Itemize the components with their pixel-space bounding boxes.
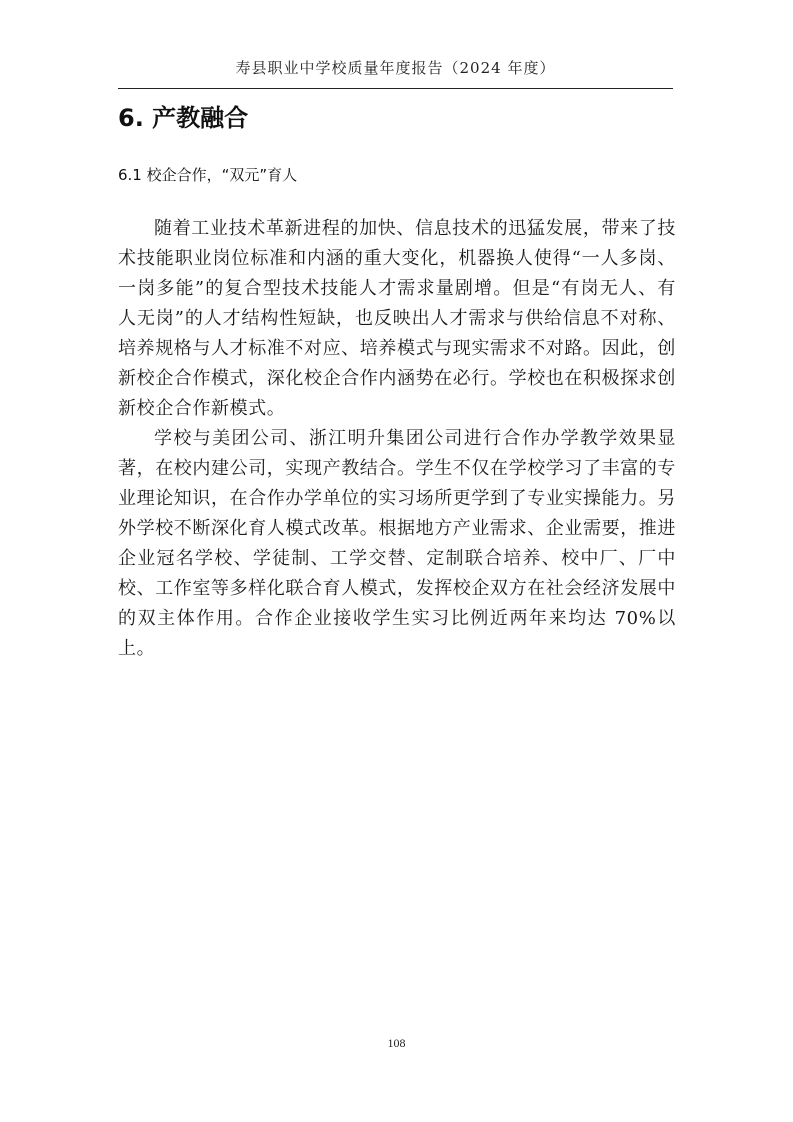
- running-header: 寿县职业中学校质量年度报告（2024 年度）: [235, 59, 556, 77]
- paragraph-1: 随着工业技术革新进程的加快、信息技术的迅猛发展，带来了技术技能职业岗位标准和内涵的重大变化，机器换人使得“一人多岗、一岗多能”的复合型技术技能人才需求量剧增。但是“有岗无人、有人无岗”的人才结构性短缺，也反映出人才需求与供给信息不对称、培养规格与人才标准不对应、培养模式与现实需求不对路。因此，创新校企合作模式，深化校企合作内涵势在必行。学校也在积极探求创新校企合作新模式。: [118, 218, 676, 419]
- section-title: 6.1 校企合作，“双元”育人: [118, 166, 298, 184]
- paragraph-2: 学校与美团公司、浙江明升集团公司进行合作办学教学效果显著，在校内建公司，实现产教结合。学生不仅在学校学习了丰富的专业理论知识，在合作办学单位的实习场所更学到了专业实操能力。另外学校不断深化育人模式改革。根据地方产业需求、企业需要，推进企业冠名学校、学徒制、工学交替、定制联合培养、校中厂、厂中校、工作室等多样化联合育人模式，发挥校企双方在社会经济发展中的双主体作用。合作企业接收学生实习比例近两年来均达 70%以上。: [118, 428, 676, 659]
- chapter-title: 6. 产教融合: [118, 104, 249, 132]
- header-divider: [118, 88, 673, 89]
- body-text: [118, 214, 676, 664]
- page-number: 108: [387, 1036, 406, 1050]
